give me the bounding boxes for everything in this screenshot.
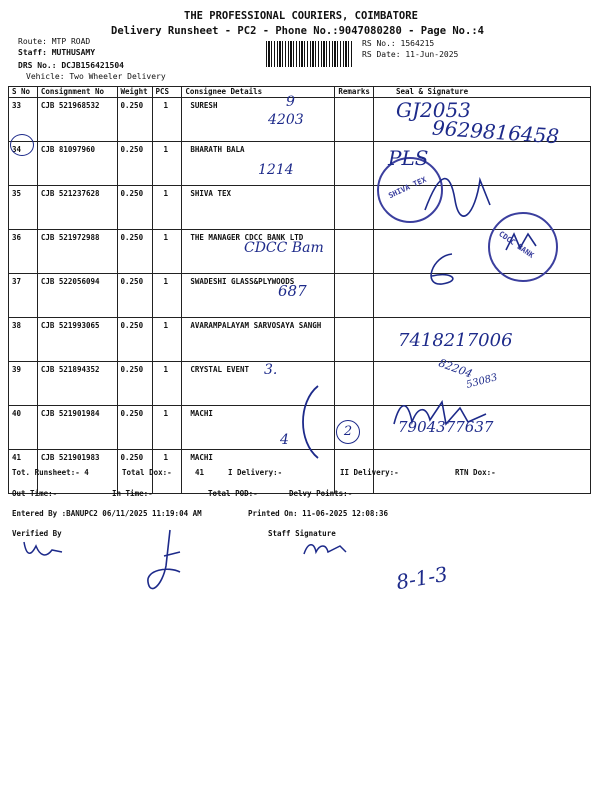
cell-sno: 35 bbox=[9, 186, 38, 230]
cell-weight: 0.250 bbox=[117, 230, 152, 274]
cell-pcs: 1 bbox=[152, 98, 182, 142]
cell-remarks bbox=[335, 230, 374, 274]
cell-remarks bbox=[335, 142, 374, 186]
runsheet-subtitle: Delivery Runsheet - PC2 - Phone No.:9047080280 - Page No.:4 bbox=[111, 25, 484, 37]
cell-pcs: 1 bbox=[152, 274, 182, 318]
col-sno: S No bbox=[9, 87, 38, 98]
table-row bbox=[9, 142, 591, 186]
cell-pcs: 1 bbox=[152, 362, 182, 406]
ii-delivery-label: II Delivery:- bbox=[340, 468, 399, 477]
out-time-label: Out Time:- bbox=[12, 489, 58, 498]
hw-r41-value: 4 bbox=[280, 432, 289, 448]
hw-r39-code2: 53083 bbox=[465, 372, 499, 391]
entered-by: Entered By :BANUPC2 06/11/2025 11:19:04 AM bbox=[12, 509, 202, 518]
cell-weight: 0.250 bbox=[117, 274, 152, 318]
cell-consignee: MACHI bbox=[182, 450, 335, 494]
cell-consignee: AVARAMPALAYAM SARVOSAYA SANGH bbox=[182, 318, 335, 362]
cell-remarks bbox=[335, 318, 374, 362]
cell-sno: 40 bbox=[9, 406, 38, 450]
cell-consignee: BHARATH BALA bbox=[182, 142, 335, 186]
hw-circle-34 bbox=[10, 134, 34, 156]
rs-date: RS Date: 11-Jun-2025 bbox=[362, 50, 459, 59]
cell-signature bbox=[373, 230, 590, 274]
hw-r33-phone: 9629816458 bbox=[431, 115, 560, 149]
stamp-text: SHIVA TEX bbox=[387, 174, 428, 201]
col-remarks: Remarks bbox=[335, 87, 374, 98]
cell-sno: 38 bbox=[9, 318, 38, 362]
cell-pcs: 1 bbox=[152, 318, 182, 362]
cell-consignment: CJB 81097960 bbox=[37, 142, 117, 186]
cell-remarks bbox=[335, 98, 374, 142]
cell-remarks bbox=[335, 274, 374, 318]
hw-r34-signature: PLS bbox=[388, 146, 429, 170]
cell-consignment: CJB 521901983 bbox=[37, 450, 117, 494]
staff-label: Staff: MUTHUSAMY bbox=[18, 48, 96, 57]
cell-consignment: CJB 521894352 bbox=[37, 362, 117, 406]
cell-pcs: 1 bbox=[152, 450, 182, 494]
cell-sno: 34 bbox=[9, 142, 38, 186]
col-consignee: Consignee Details bbox=[182, 87, 335, 98]
tot-runsheet: Tot. Runsheet:- 4 bbox=[12, 468, 89, 477]
cell-consignment: CJB 521993065 bbox=[37, 318, 117, 362]
col-weight: Weight bbox=[117, 87, 152, 98]
cell-consignee: SWADESHI GLASS&PLYWOODS bbox=[182, 274, 335, 318]
cell-sno: 33 bbox=[9, 98, 38, 142]
hw-r39-code: 82204 bbox=[436, 356, 475, 381]
hw-r34-value: 1214 bbox=[258, 162, 294, 178]
cell-sno: 41 bbox=[9, 450, 38, 494]
cell-consignee: CRYSTAL EVENT bbox=[182, 362, 335, 406]
hw-r33-number: 9 bbox=[286, 94, 295, 110]
route-label: Route: MTP ROAD bbox=[18, 37, 91, 46]
stamp-text: CDCC BANK bbox=[497, 229, 536, 260]
hw-r39-value: 3. bbox=[264, 362, 278, 378]
total-dox-value: 41 bbox=[195, 468, 205, 477]
verified-by-label: Verified By bbox=[12, 529, 62, 538]
cell-signature bbox=[373, 274, 590, 318]
rtn-dox-label: RTN Dox:- bbox=[455, 468, 496, 477]
hw-r33-value: 4203 bbox=[268, 112, 304, 128]
cell-weight: 0.250 bbox=[117, 450, 152, 494]
hw-r37-value: 687 bbox=[278, 282, 307, 300]
barcode bbox=[266, 41, 354, 67]
cell-consignee: SHIVA TEX bbox=[182, 186, 335, 230]
cell-consignment: CJB 521968532 bbox=[37, 98, 117, 142]
hw-r41-circle: 2 bbox=[336, 420, 360, 444]
col-signature: Seal & Signature bbox=[373, 87, 590, 98]
hw-r38-phone: 7418217006 bbox=[398, 330, 513, 351]
cell-weight: 0.250 bbox=[117, 406, 152, 450]
hw-r36-signature bbox=[502, 228, 542, 256]
cell-consignee: MACHI bbox=[182, 406, 335, 450]
cell-sno: 36 bbox=[9, 230, 38, 274]
hw-r41-phone: 7904377637 bbox=[398, 418, 494, 436]
cell-consignee: THE MANAGER CDCC BANK LTD bbox=[182, 230, 335, 274]
col-pcs: PCS bbox=[152, 87, 182, 98]
hw-r36-value: CDCC Bam bbox=[244, 240, 324, 256]
cell-consignment: CJB 521901984 bbox=[37, 406, 117, 450]
hw-r37-signature bbox=[422, 246, 472, 288]
verified-signature bbox=[20, 536, 66, 564]
col-consignment: Consignment No bbox=[37, 87, 117, 98]
drs-number: DRS No.: DCJB156421504 bbox=[18, 61, 124, 70]
vehicle-label: Vehicle: Two Wheeler Delivery bbox=[26, 72, 166, 81]
cell-weight: 0.250 bbox=[117, 142, 152, 186]
in-time-label: In Time:- bbox=[112, 489, 153, 498]
hw-r33-signature: GJ2053 bbox=[396, 98, 471, 122]
cell-consignee: SURESH bbox=[182, 98, 335, 142]
total-dox-label: Total Dox:- bbox=[122, 468, 172, 477]
hw-bottom-number: 8-1-3 bbox=[394, 561, 450, 595]
cell-pcs: 1 bbox=[152, 142, 182, 186]
cell-remarks bbox=[335, 186, 374, 230]
manager-signature bbox=[144, 526, 190, 602]
hw-bracket bbox=[288, 382, 328, 462]
cell-weight: 0.250 bbox=[117, 318, 152, 362]
cell-remarks bbox=[335, 362, 374, 406]
cell-consignment: CJB 522056094 bbox=[37, 274, 117, 318]
company-title: THE PROFESSIONAL COURIERS, COIMBATORE bbox=[184, 10, 418, 22]
hw-r35-signature bbox=[420, 160, 500, 220]
cell-weight: 0.250 bbox=[117, 362, 152, 406]
cell-consignment: CJB 521237628 bbox=[37, 186, 117, 230]
i-delivery-label: I Delivery:- bbox=[228, 468, 283, 477]
cell-sno: 39 bbox=[9, 362, 38, 406]
staff-signature-label: Staff Signature bbox=[268, 529, 336, 538]
cell-pcs: 1 bbox=[152, 230, 182, 274]
rs-number: RS No.: 1564215 bbox=[362, 39, 435, 48]
cell-consignment: CJB 521972988 bbox=[37, 230, 117, 274]
cell-pcs: 1 bbox=[152, 186, 182, 230]
cell-weight: 0.250 bbox=[117, 186, 152, 230]
staff-signature bbox=[300, 538, 350, 560]
delvy-points-label: Delvy Points:- bbox=[289, 489, 353, 498]
cell-weight: 0.250 bbox=[117, 98, 152, 142]
printed-on: Printed On: 11-06-2025 12:08:36 bbox=[248, 509, 388, 518]
table-header-row bbox=[9, 87, 591, 98]
cell-sno: 37 bbox=[9, 274, 38, 318]
total-pod-label: Total POD:- bbox=[208, 489, 258, 498]
cell-pcs: 1 bbox=[152, 406, 182, 450]
